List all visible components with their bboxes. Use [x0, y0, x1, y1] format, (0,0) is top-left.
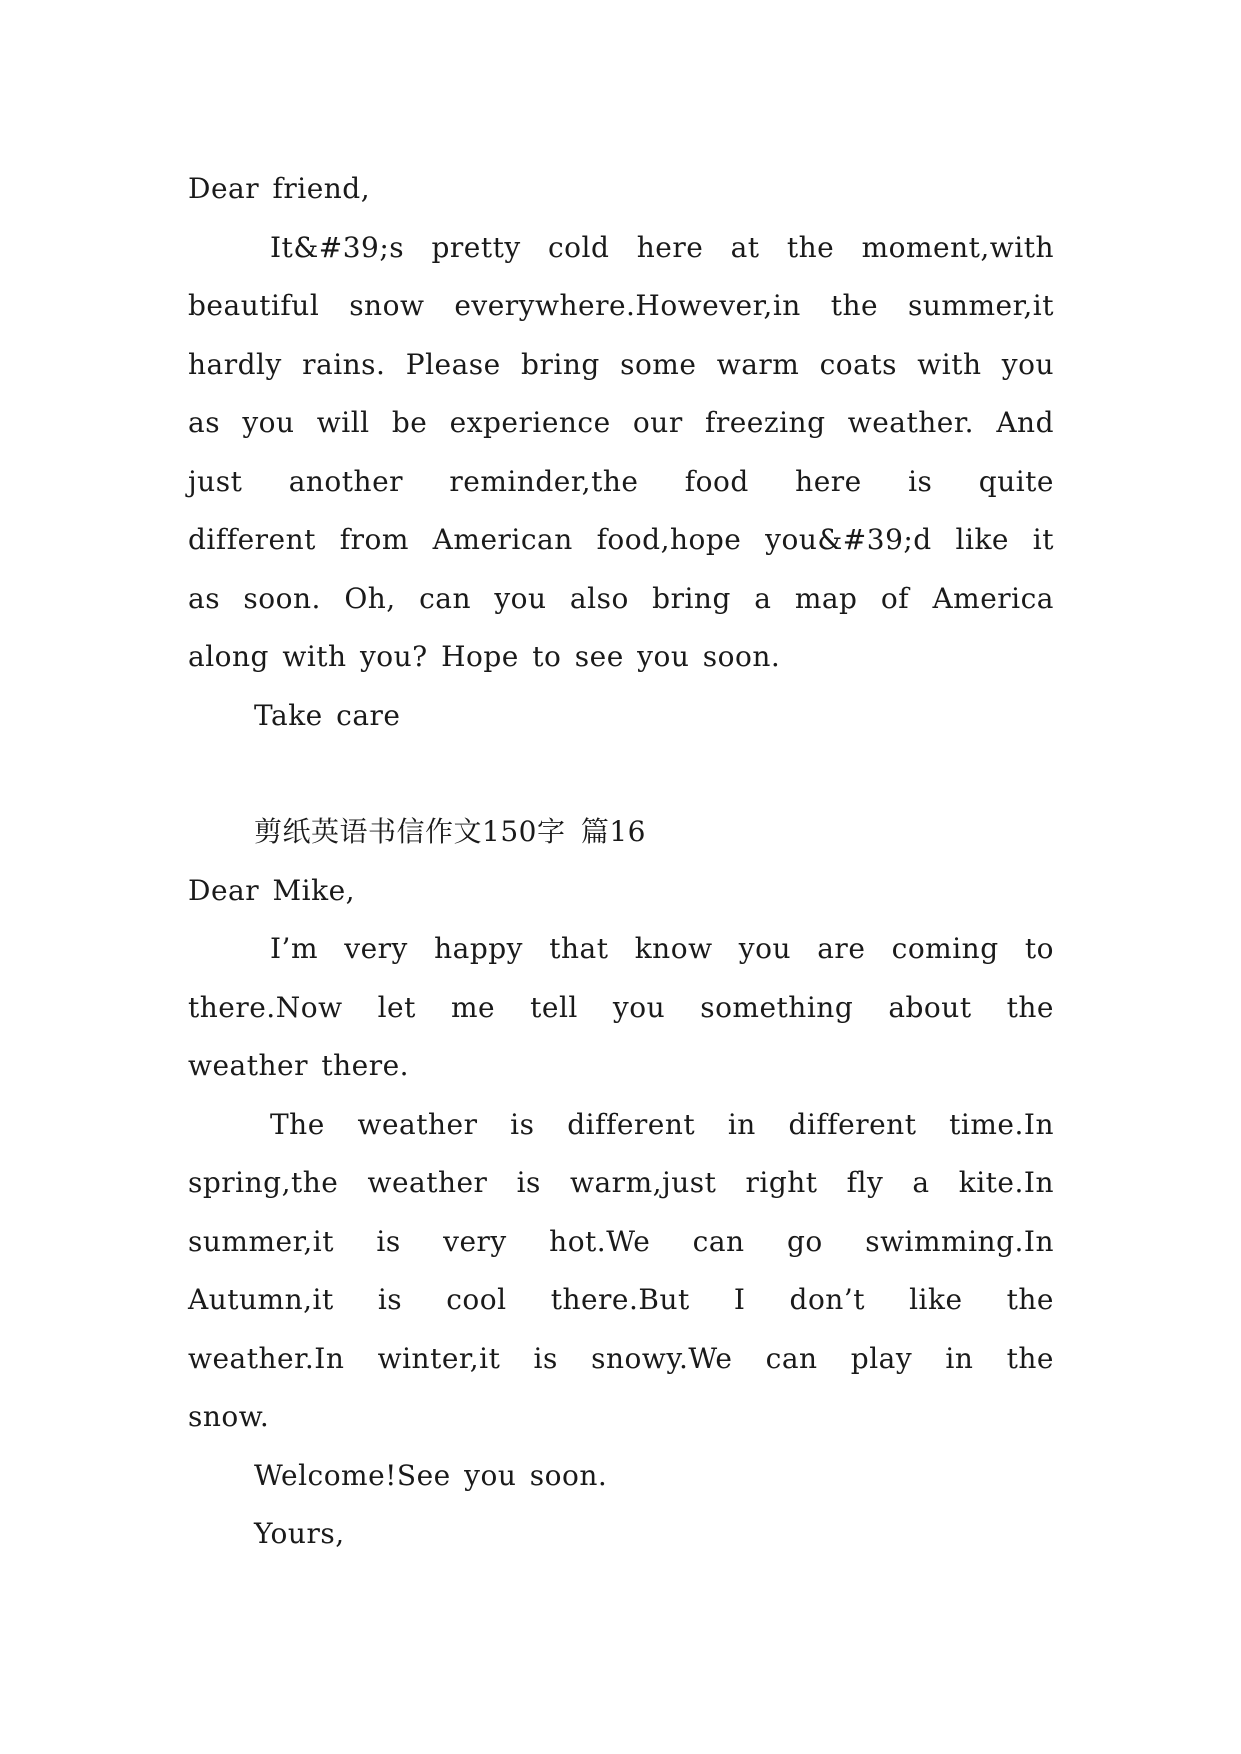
- letter2-sign-off: Yours,: [254, 1517, 345, 1550]
- letter2-paragraph-line: weather.In winter,it is snowy.We can play in the: [188, 1341, 1054, 1375]
- letter2-paragraph-line: weather there.: [188, 1049, 410, 1082]
- document-page: [188, 160, 1054, 1564]
- letter1-closing: Take care: [254, 698, 401, 732]
- letter1-paragraph-line: different from American food,hope you&#39;d like it: [188, 523, 1054, 556]
- letter2-paragraph-line: spring,the weather is warm,just right fly a kite.In: [188, 1166, 1054, 1199]
- letter2-paragraph-line: summer,it is very hot.We can go swimming.In: [188, 1224, 1054, 1258]
- letter2-paragraph-line: snow.: [188, 1400, 270, 1433]
- letter2-paragraph-line: there.Now let me tell you something about the: [188, 990, 1054, 1024]
- letter2-paragraph-line: The weather is different in different time.In: [270, 1107, 1054, 1141]
- letter1-greeting: Dear friend,: [188, 172, 371, 205]
- letter1-paragraph-line: as you will be experience our freezing weather. And: [188, 406, 1054, 439]
- letter2-paragraph-line: I’m very happy that know you are coming to: [270, 932, 1054, 965]
- letter1-paragraph-line: hardly rains. Please bring some warm coats with you: [188, 347, 1054, 381]
- letter1-paragraph-line: along with you? Hope to see you soon.: [188, 640, 781, 673]
- section-heading: 剪纸英语书信作文150字 篇16: [254, 815, 646, 848]
- letter1-paragraph-line: It&#39;s pretty cold here at the moment,with: [270, 230, 1054, 264]
- letter2-closing: Welcome!See you soon.: [254, 1458, 608, 1492]
- letter2-greeting: Dear Mike,: [188, 873, 356, 907]
- letter1-paragraph-line: beautiful snow everywhere.However,in the summer,it: [188, 289, 1054, 322]
- letter1-paragraph-line: as soon. Oh, can you also bring a map of America: [188, 581, 1054, 615]
- section-spacer: [188, 745, 1054, 803]
- letter1-paragraph-line: just another reminder,the food here is quite: [188, 464, 1054, 498]
- letter2-paragraph-line: Autumn,it is cool there.But I don’t like the: [188, 1283, 1054, 1316]
